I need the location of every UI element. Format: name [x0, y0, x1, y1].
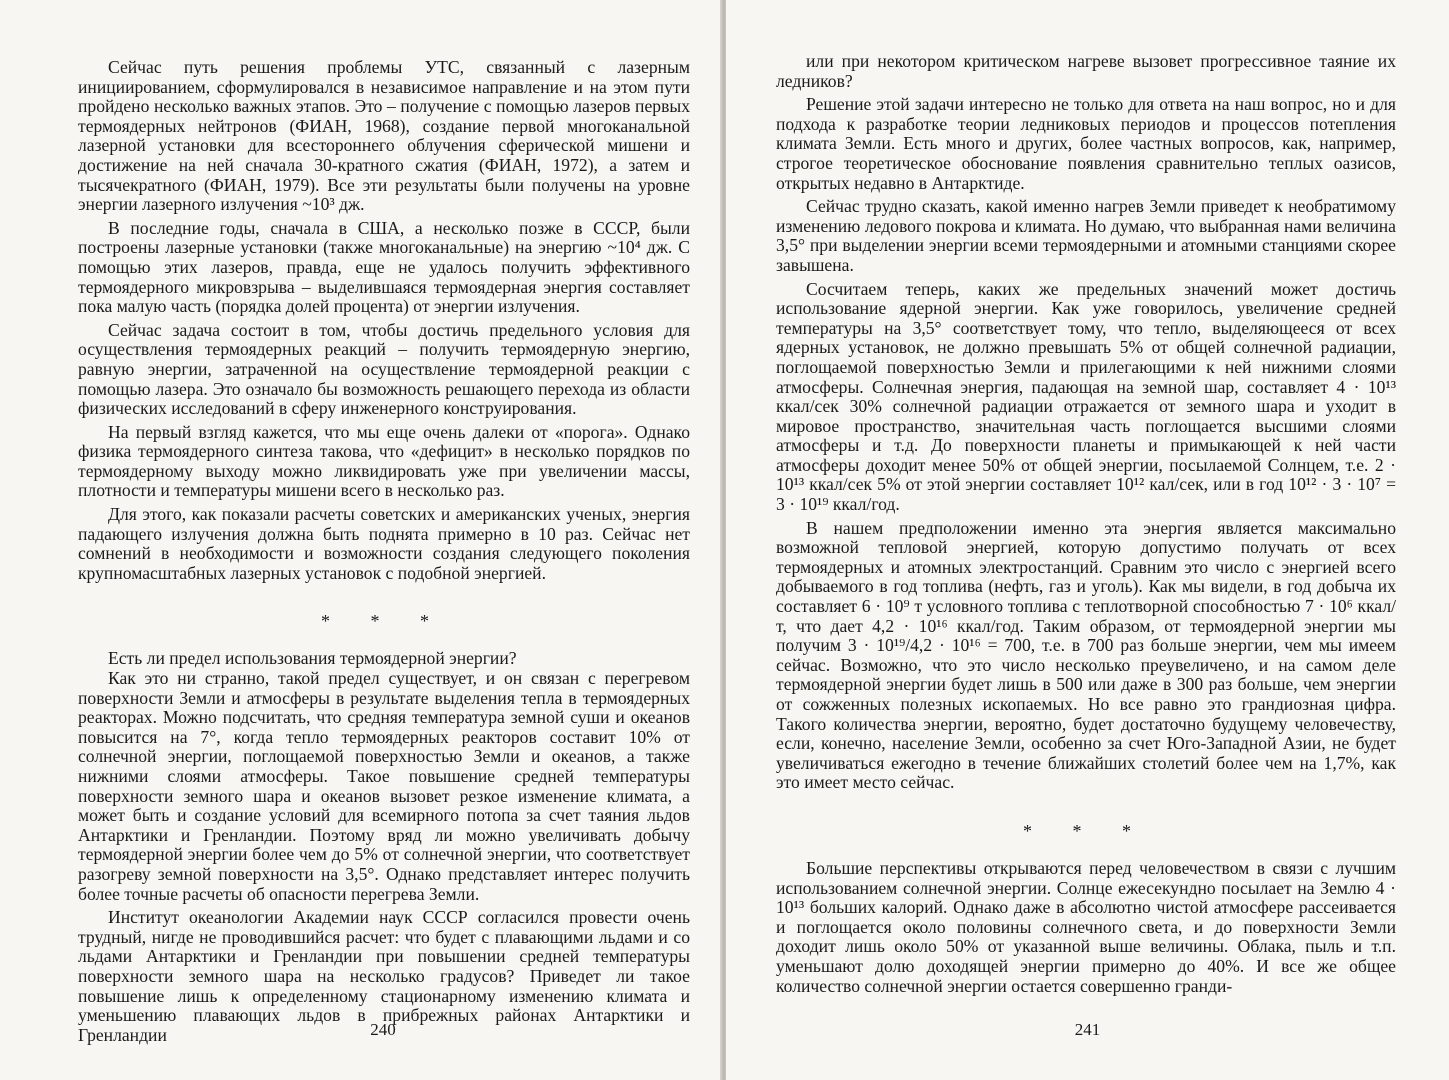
paragraph: В нашем предположении именно эта энергия является максимально возможной тепловой энергией, которую допустимо получать от всех термоядерных и атомных электростанций. Сравним это число с энергией всего добываемого в год топлива (нефть, газ и уголь). Как мы видели, в год добыча их составляет 6 · 10⁹ т условного топлива с теплотворной способностью 7 · 10⁶ ккал/т, что дает 4,2 · 10¹⁶ ккал/год. Таким образом, от термоядерной энергии мы получим 3 · 10¹⁹/4,2 · 10¹⁶ = 700, т.е. в 700 раз больше энергии, чем мы имеем сейчас. Возможно, что это число несколько преувеличено, и на самом деле термоядерной энергии будет лишь в 500 или даже в 300 раз больше, чем энергии от сожженных полезных ископаемых. Но все равно это грандиозная цифра. Такого количества энергии, вероятно, будет достаточно будущему человечеству, если, конечно, население Земли, особенно за счет Юго-Западной Азии, не будет увеличиваться ежегодно в течение ближайших столетий более чем на 1,7%, как это имеет место сейчас. — [776, 517, 1396, 793]
paragraph: Сейчас задача состоит в том, чтобы достичь предельного условия для осуществления термоядерных реакций – получить термоядерную энергию, равную энергии, затраченной на осуществление термоядерной реакции с помощью лазера. Это означало бы возможность решающего перехода из области физических исследований в сферу инженерного конструирования. — [78, 319, 690, 419]
page-number-left: 240 — [370, 1020, 396, 1039]
paragraph: Институт океанологии Академии наук СССР согласился провести очень трудный, нигде не проводившийся расчет: что будет с плавающими льдами и со льдами Антарктики и Гренландии при повышении средней температуры поверхности земного шара на несколько градусов? Приведет ли такое повышение лишь к определенному стационарному изменению климата и уменьшению плавающих льдов в прибрежных районах Антарктики и Гренландии — [78, 907, 690, 1045]
paragraph: В последние годы, сначала в США, а несколько позже в СССР, были построены лазерные установки (также многоканальные) на энергию ~10⁴ дж. С помощью этих лазеров, правда, еще не удалось получить эффективного термоядерного микровзрыва – выделившаяся термоядерная энергия составляет пока малую часть (порядка долей процента) от энергии излучения. — [78, 217, 690, 317]
section-question: Есть ли предел использования термоядерной энергии? — [108, 648, 517, 669]
paragraph: Сейчас трудно сказать, какой именно нагрев Земли приведет к необратимому изменению ледового покрова и климата. Но думаю, что выбранная нами величина 3,5° при выделении энергии всеми термоядерными и атомными станциями скорее завышена. — [776, 196, 1396, 275]
paragraph: Большие перспективы открываются перед человечеством в связи с лучшим использованием солнечной энергии. Солнце ежесекундно посылает на Землю 4 · 10¹³ больших калорий. Однако даже в абсолютно чистой атмосфере рассеивается и поглощается около половины солнечного света, и до поверхности Земли доходит лишь около 50% от указанной выше величины. Облака, пыль и т.п. уменьшают долю доходящей энергии примерно до 40%. И все же общее количество солнечной энергии остается совершенно гранди- — [776, 857, 1396, 996]
left-page — [0, 0, 722, 1080]
paragraph: Решение этой задачи интересно не только для ответа на наш вопрос, но и для подхода к разработке теории ледниковых периодов и процессов потепления климата Земли. Есть много и других, более частных вопросов, как, например, строгое теоретическое обоснование появления сравнительно теплых оазисов, открытых недавно в Антарктиде. — [776, 94, 1396, 193]
right-page — [726, 0, 1449, 1080]
continued-paragraph: или при некотором критическом нагреве вызовет прогрессивное таяние их ледников? — [776, 51, 1396, 91]
left-text-column — [78, 58, 690, 1045]
page-number-right: 241 — [1074, 1020, 1101, 1039]
section-separator: * * * — [1023, 820, 1149, 841]
section-separator: * * * — [321, 611, 447, 632]
right-text-column — [776, 52, 1396, 996]
paragraph: Для этого, как показали расчеты советских и американских ученых, энергия падающего излучения должна быть поднята примерно в 10 раз. Сейчас нет сомнений в необходимости и возможности создания следующего поколения крупномасштабных лазерных установок с подобной энергией. — [78, 504, 690, 583]
paragraph: Как это ни странно, такой предел существует, и он связан с перегревом поверхности Земли и атмосферы в результате выделения тепла в термоядерных реакторах. Можно подсчитать, что средняя температура земной суши и океанов повысится на 7°, когда тепло термоядерных реакторов составит 10% от солнечной энергии, поглощаемой поверхностью Земли и океанов, а также нижними слоями атмосферы. Такое повышение средней температуры поверхности земного шара и океанов вызовет резкое изменение климата, а может быть и создание условий для всемирного потопа за счет таяния льдов Антарктики и Гренландии. Поэтому вряд ли можно увеличивать добычу термоядерной энергии более чем до 5% от солнечной энергии, что соответствует разогреву земной поверхности на 3,5°. Однако представляет интерес получить более точные расчеты об опасности перегрева Земли. — [78, 668, 690, 904]
paragraph: На первый взгляд кажется, что мы еще очень далеки от «порога». Однако физика термоядерного синтеза такова, что «дефицит» в несколько порядков по термоядерному выходу можно ликвидировать уже при увеличении массы, плотности и температуры мишени всего в несколько раз. — [78, 421, 690, 501]
paragraph: Сейчас путь решения проблемы УТС, связанный с лазерным инициированием, сформулировался в независимое направление и на этом пути пройдено несколько важных этапов. Это – получение с помощью лазеров первых термоядерных нейтронов (ФИАН, 1968), создание первой многоканальной лазерной установки для всестороннего облучения сферической мишени и достижение на ней сначала 30-кратного сжатия (ФИАН, 1972), а затем и тысячекратного (ФИАН, 1979). Все эти результаты были получены на уровне энергии лазерного излучения ~10³ дж. — [78, 57, 690, 215]
paragraph: Сосчитаем теперь, каких же предельных значений может достичь использование ядерной энергии. Как уже говорилось, увеличение средней температуры на 3,5° соответствует тому, что тепло, выделяющееся от всех ядерных установок, не должно превышать 5% от общей солнечной радиации, поглощаемой поверхностью Земли и прилегающими к ней нижними слоями атмосферы. Солнечная энергия, падающая на земной шар, составляет 4 · 10¹³ ккал/сек 30% солнечной радиации отражается от земного шара и уходит в мировое пространство, значительная часть поглощается высшими слоями атмосферы и т.д. До поверхности планеты и примыкающей к ней части атмосферы доходит менее 50% от общей энергии, посылаемой Солнцем, т.е. 2 · 10¹³ ккал/сек 5% от этой энергии составляет 10¹² кал/сек, или в год 10¹² · 3 · 10⁷ = 3 · 10¹⁹ ккал/год. — [776, 278, 1396, 515]
